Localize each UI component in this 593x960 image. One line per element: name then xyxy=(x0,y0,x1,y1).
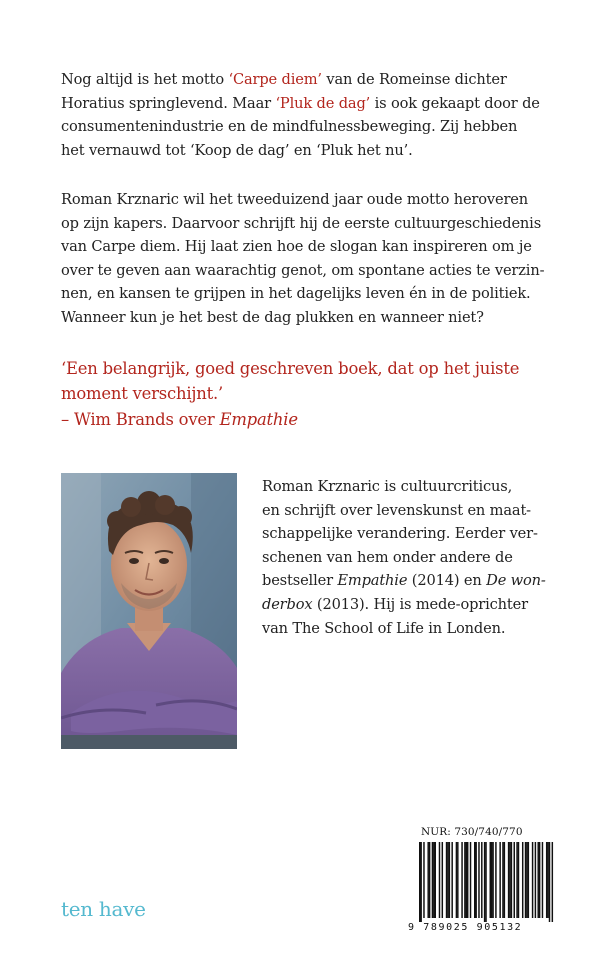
barcode-bar xyxy=(461,842,462,918)
bio-book-title: Empathie xyxy=(337,572,408,590)
paragraph-text: is ook gekaapt door de xyxy=(370,94,540,112)
barcode-bar xyxy=(499,842,500,918)
barcode-bar xyxy=(478,842,479,918)
bio-line: Roman Krznaric is cultuurcriticus, xyxy=(262,478,513,495)
barcode-bar xyxy=(526,842,527,918)
barcode-bar xyxy=(495,842,496,918)
paragraph-line: Roman Krznaric wil het tweeduizend jaar oude motto heroveren xyxy=(61,191,529,208)
quote-line-1: ‘Een belangrijk, goed geschreven boek, dat op het juiste xyxy=(61,359,520,378)
barcode-bar xyxy=(504,842,505,918)
nur-code: NUR: 730/740/770 xyxy=(421,826,523,838)
barcode-bar xyxy=(516,842,517,918)
bio-book-title: De won- xyxy=(486,572,546,590)
barcode-bar xyxy=(474,842,475,918)
barcode-bar xyxy=(446,842,447,918)
review-quote xyxy=(61,356,561,432)
barcode-bar xyxy=(457,842,458,918)
bio-text: (2014) en xyxy=(407,572,487,590)
highlighted-motto: ‘Pluk de dag’ xyxy=(275,94,371,112)
barcode-bar xyxy=(427,842,428,918)
barcode-bar xyxy=(547,842,548,918)
barcode-bar xyxy=(429,842,430,918)
barcode-bar xyxy=(525,842,526,918)
paragraph-text: van de Romeinse dichter xyxy=(321,71,507,88)
barcode-bar xyxy=(435,842,436,918)
barcode-bar xyxy=(502,842,503,918)
barcode-bar xyxy=(466,842,467,918)
attribution-book-title: Empathie xyxy=(219,409,298,429)
paragraph-line: nen, en kansen te grijpen in het dagelijks leven én in de politiek. xyxy=(61,285,531,303)
paragraph-line: Wanneer kun je het best de dag plukken en wanneer niet? xyxy=(61,308,484,326)
bio-text: bestseller xyxy=(262,572,338,590)
barcode-bar xyxy=(439,842,440,918)
barcode-bar xyxy=(542,842,543,918)
intro-paragraph xyxy=(61,68,551,162)
bio-line: schappelijke verandering. Eerder ver- xyxy=(262,525,538,543)
attribution-text: – Wim Brands over xyxy=(61,409,220,429)
quote-attribution xyxy=(61,407,561,432)
barcode-bar xyxy=(514,842,515,918)
barcode-bar xyxy=(419,842,420,924)
barcode-bar xyxy=(546,842,547,918)
barcode-bar xyxy=(518,842,519,918)
barcode-bar xyxy=(475,842,476,918)
bio-text: (2013). Hij is mede-oprichter xyxy=(312,595,528,613)
barcode-bar xyxy=(528,842,529,918)
paragraph-text: consumentenindustrie en de mindfulnessbeweging. Zij hebben xyxy=(61,118,518,136)
bio-book-title: derbox xyxy=(262,595,313,613)
quote-line-2: moment verschijnt.’ xyxy=(61,384,224,404)
isbn-number: 9 789025 905132 xyxy=(406,922,560,933)
bio-line xyxy=(262,569,552,593)
barcode-bar xyxy=(509,842,510,918)
bio-line: en schrijft over levenskunst en maat- xyxy=(262,501,531,519)
barcode-bar xyxy=(532,842,533,918)
barcode-bar xyxy=(449,842,450,918)
barcode-bar xyxy=(490,842,491,918)
barcode-bar xyxy=(451,842,452,918)
barcode-bar xyxy=(522,842,523,918)
paragraph-text: het vernauwd tot ‘Koop de dag’ en ‘Pluk het nu’. xyxy=(61,141,413,159)
barcode-bar xyxy=(484,842,485,924)
paragraph-line: over te geven aan waarachtig genot, om spontane acties te verzin- xyxy=(61,261,545,279)
barcode-bar xyxy=(423,842,424,918)
barcode-bar xyxy=(470,842,471,918)
barcode-bar xyxy=(442,842,443,918)
paragraph-text: Horatius springlevend. Maar xyxy=(61,94,276,112)
barcode-bar xyxy=(552,842,553,924)
barcode-bar xyxy=(511,842,512,918)
barcode-bar xyxy=(464,842,465,918)
barcode-bar xyxy=(549,842,550,924)
bio-line: schenen van hem onder andere de xyxy=(262,548,513,566)
barcode-bar xyxy=(456,842,457,918)
bio-line xyxy=(262,593,552,617)
paragraph-line: van Carpe diem. Hij laat zien hoe de slogan kan inspireren om je xyxy=(61,238,532,256)
barcode-bar xyxy=(420,842,421,924)
publisher-logo: ten have xyxy=(61,897,146,921)
paragraph-line: op zijn kapers. Daarvoor schrijft hij de eerste cultuurgeschiedenis xyxy=(61,214,542,232)
barcode-bar xyxy=(537,842,538,918)
barcode-bar xyxy=(481,842,482,918)
paragraph-line xyxy=(61,68,551,92)
bio-line: van The School of Life in Londen. xyxy=(262,619,506,637)
paragraph-line xyxy=(61,139,551,163)
author-bio xyxy=(262,475,552,640)
barcode-bar xyxy=(432,842,433,918)
paragraph-line xyxy=(61,115,551,139)
description-paragraph xyxy=(61,188,551,330)
barcode-bar xyxy=(467,842,468,918)
barcode-bar xyxy=(433,842,434,918)
author-portrait-illustration xyxy=(61,473,237,749)
paragraph-text: Nog altijd is het motto xyxy=(61,71,229,88)
barcode-bar xyxy=(485,842,486,924)
highlighted-motto: ‘Carpe diem’ xyxy=(228,71,322,88)
barcode-bar xyxy=(508,842,509,918)
barcode-bar xyxy=(539,842,540,918)
paragraph-line xyxy=(61,92,551,116)
barcode-bar xyxy=(535,842,536,918)
barcode-bar xyxy=(491,842,492,918)
barcode-bar xyxy=(447,842,448,918)
barcode-bar xyxy=(492,842,493,918)
author-photo xyxy=(61,473,237,749)
